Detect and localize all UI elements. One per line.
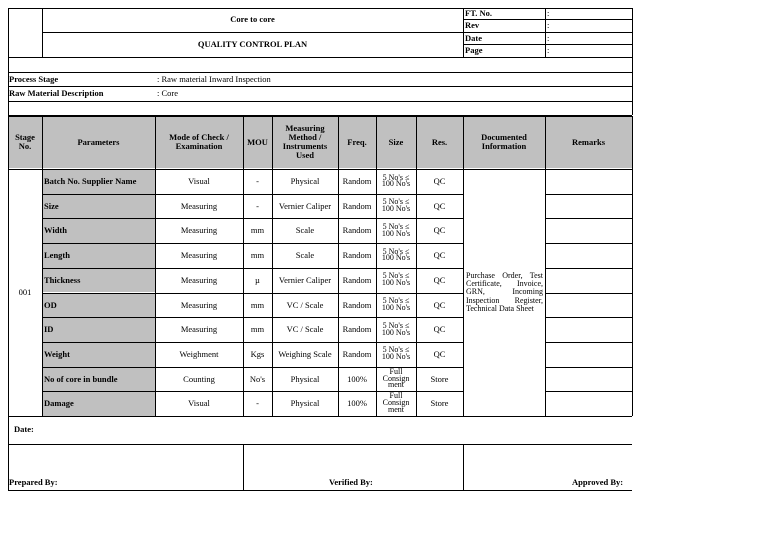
freq-cell: Random [342, 250, 372, 261]
remarks-cell [545, 268, 632, 293]
res-cell: QC [433, 176, 446, 187]
size-cell [376, 367, 416, 392]
size-top: Full [389, 366, 403, 376]
raw-material-label: Raw Material Description [9, 88, 104, 98]
row-divider [545, 218, 632, 219]
method-cell: VC / Scale [286, 299, 324, 310]
method-cell: Weighing Scale [278, 348, 332, 359]
freq-cell: Random [342, 299, 372, 310]
freq-cell: Random [342, 274, 372, 285]
res-cell: QC [433, 299, 446, 310]
param-cell: Weight [42, 342, 155, 367]
prepared-by-label: Prepared By: [9, 477, 58, 487]
method-cell: VC / Scale [286, 324, 324, 335]
mou-cell: µ [255, 274, 260, 285]
remarks-cell [545, 317, 632, 342]
column-divider [42, 116, 43, 416]
size-bottom: 100 No's [381, 278, 411, 288]
row-divider [545, 317, 632, 318]
freq-cell: 100% [347, 398, 367, 409]
mou-cell: Kgs [250, 348, 265, 359]
row-divider [545, 243, 632, 244]
row-divider [42, 194, 463, 195]
size-bottom: Consign ment [382, 398, 410, 415]
param-cell: ID [42, 317, 155, 342]
size-cell [376, 342, 416, 367]
size-top: Full [389, 391, 403, 401]
param-cell: Size [42, 194, 155, 219]
verified-by-label: Verified By: [329, 477, 373, 487]
ft-no-sep: : [547, 8, 550, 18]
param-cell: OD [42, 293, 155, 318]
remarks-cell [545, 391, 632, 416]
mode-cell: Measuring [180, 200, 218, 211]
column-divider [338, 116, 339, 416]
column-divider [376, 116, 377, 416]
size-bottom: 100 No's [381, 253, 411, 263]
row-divider [545, 367, 632, 368]
remarks-cell [545, 218, 632, 243]
column-divider [272, 116, 273, 416]
remarks-cell [545, 293, 632, 318]
mou-cell: - [256, 398, 259, 409]
remarks-cell [545, 194, 632, 219]
row-divider [42, 391, 463, 392]
column-divider [155, 116, 156, 416]
row-divider [545, 391, 632, 392]
param-cell: Damage [42, 391, 155, 416]
mode-cell: Measuring [180, 225, 218, 236]
freq-cell: 100% [347, 373, 367, 384]
param-cell: No of core in bundle [42, 367, 155, 392]
header-top-line [8, 116, 632, 117]
param-cell: Batch No. Supplier Name [42, 169, 155, 194]
freq-cell: Random [342, 225, 372, 236]
size-top: 5 No's ≤ [382, 271, 410, 281]
size-cell [376, 293, 416, 318]
method-cell: Vernier Caliper [278, 274, 332, 285]
mode-cell: Visual [188, 176, 210, 187]
col-documented-info: Documented Information [463, 116, 545, 168]
mode-cell: Visual [188, 398, 210, 409]
mode-cell: Measuring [180, 324, 218, 335]
stage-number: 001 [18, 287, 32, 298]
col-stage-no: Stage No. [8, 116, 42, 168]
size-cell [376, 169, 416, 194]
rev-sep: : [547, 20, 550, 30]
freq-cell: Random [342, 200, 372, 211]
mode-cell: Counting [183, 373, 215, 384]
col-res: Res. [416, 116, 463, 168]
page-sep: : [547, 45, 550, 55]
process-stage-value: : Raw material Inward Inspection [157, 74, 271, 84]
res-cell: QC [433, 250, 446, 261]
row-divider [545, 342, 632, 343]
size-top: 5 No's ≤ [382, 345, 410, 355]
size-top: 5 No's ≤ [382, 246, 410, 256]
col-parameters: Parameters [42, 116, 155, 168]
row-divider [42, 317, 463, 318]
mou-cell: mm [250, 324, 265, 335]
col-measuring-method: Measuring Method / Instruments Used [272, 116, 338, 168]
size-cell [376, 317, 416, 342]
date-sep: : [547, 33, 550, 43]
freq-cell: Random [342, 324, 372, 335]
param-cell: Thickness [42, 268, 155, 293]
size-top: 5 No's ≤ [382, 172, 410, 182]
rev-label: Rev [465, 20, 480, 30]
param-cell: Length [42, 243, 155, 268]
mode-cell: Weighment [179, 348, 219, 359]
res-cell: QC [433, 225, 446, 236]
documented-info-text: Purchase Order, Test Certificate, Invoice, GRN, Incoming Inspection Register, Technical Data Sheet [466, 270, 543, 314]
mode-cell: Measuring [180, 250, 218, 261]
col-freq: Freq. [338, 116, 376, 168]
remarks-cell [545, 342, 632, 367]
mou-cell: - [256, 176, 259, 187]
size-bottom: 100 No's [381, 327, 411, 337]
document-title: QUALITY CONTROL PLAN [197, 39, 308, 49]
size-top: 5 No's ≤ [382, 197, 410, 207]
size-bottom: 100 No's [381, 352, 411, 362]
res-cell: Store [430, 373, 449, 384]
res-cell: QC [433, 200, 446, 211]
res-cell: Store [430, 398, 449, 409]
footer-date-label: Date: [14, 424, 34, 434]
row-divider [42, 342, 463, 343]
freq-cell: Random [342, 348, 372, 359]
row-divider [42, 293, 463, 294]
param-cell: Width [42, 218, 155, 243]
page-label: Page [465, 45, 483, 55]
col-remarks: Remarks [545, 116, 632, 168]
method-cell: Physical [290, 373, 320, 384]
size-top: 5 No's ≤ [382, 221, 410, 231]
res-cell: QC [433, 348, 446, 359]
remarks-cell [545, 367, 632, 392]
col-size: Size [376, 116, 416, 168]
mode-cell: Measuring [180, 274, 218, 285]
method-cell: Vernier Caliper [278, 200, 332, 211]
col-mou: MOU [243, 116, 272, 168]
size-cell [376, 391, 416, 416]
size-top: 5 No's ≤ [382, 320, 410, 330]
freq-cell: Random [342, 176, 372, 187]
size-bottom: 100 No's [381, 179, 411, 189]
column-divider [243, 116, 244, 416]
row-divider [545, 293, 632, 294]
table-bottom-line [8, 416, 632, 417]
row-divider [42, 367, 463, 368]
row-divider [42, 268, 463, 269]
row-divider [545, 194, 632, 195]
size-cell [376, 194, 416, 219]
res-cell: QC [433, 324, 446, 335]
mou-cell: No's [249, 373, 266, 384]
remarks-cell [545, 243, 632, 268]
col-mode-of-check: Mode of Check / Examination [155, 116, 243, 168]
mou-cell: mm [250, 225, 265, 236]
method-cell: Physical [290, 176, 320, 187]
row-divider [42, 243, 463, 244]
mou-cell: - [256, 200, 259, 211]
res-cell: QC [433, 274, 446, 285]
size-bottom: 100 No's [381, 204, 411, 214]
method-cell: Scale [295, 225, 315, 236]
row-divider [545, 268, 632, 269]
mode-cell: Measuring [180, 299, 218, 310]
approved-by-label: Approved By: [572, 477, 624, 487]
size-bottom: Consign ment [382, 373, 410, 390]
document-subtitle: Core to core [230, 14, 275, 24]
size-bottom: 100 No's [381, 228, 411, 238]
remarks-cell [545, 169, 632, 194]
size-cell [376, 268, 416, 293]
column-divider [545, 116, 546, 416]
mou-cell: mm [250, 250, 265, 261]
raw-material-value: : Core [157, 88, 179, 98]
size-top: 5 No's ≤ [382, 296, 410, 306]
size-bottom: 100 No's [381, 302, 411, 312]
size-cell [376, 243, 416, 268]
method-cell: Scale [295, 250, 315, 261]
column-divider [632, 116, 633, 416]
method-cell: Physical [290, 398, 320, 409]
row-divider [42, 218, 463, 219]
mou-cell: mm [250, 299, 265, 310]
ft-no-label: FT. No. [465, 8, 492, 18]
date-label: Date [465, 33, 482, 43]
column-divider [416, 116, 417, 416]
size-cell [376, 218, 416, 243]
process-stage-label: Process Stage [9, 74, 59, 84]
